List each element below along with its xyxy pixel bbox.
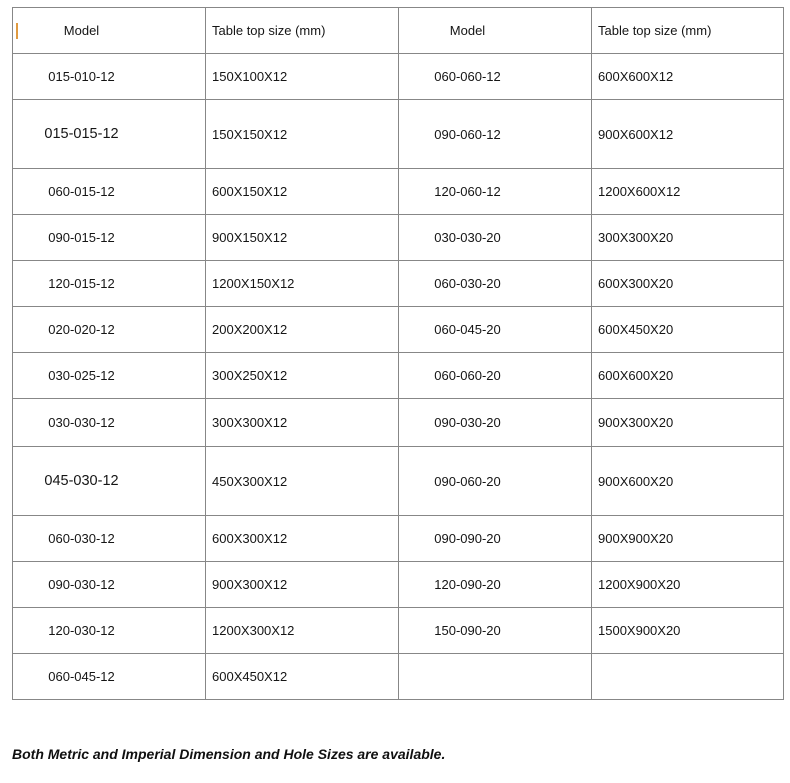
size-cell: 600X450X20	[592, 307, 784, 353]
size-cell: 1200X600X12	[592, 169, 784, 215]
table-row	[13, 516, 784, 562]
model-cell: 150-090-20	[399, 608, 592, 654]
size-cell: 600X300X12	[206, 516, 399, 562]
size-cell: 900X150X12	[206, 215, 399, 261]
size-cell: 900X900X20	[592, 516, 784, 562]
model-cell: 090-060-20	[399, 447, 592, 516]
model-cell: 060-060-12	[399, 54, 592, 100]
column-header-size-2: Table top size (mm)	[592, 8, 784, 54]
size-cell: 450X300X12	[206, 447, 399, 516]
model-cell: 120-090-20	[399, 562, 592, 608]
column-header-model-1	[13, 8, 206, 54]
model-cell: 090-060-12	[399, 100, 592, 169]
text-cursor	[16, 23, 18, 39]
model-cell: 060-045-12	[13, 654, 206, 700]
model-cell: 090-015-12	[13, 215, 206, 261]
model-cell: 090-030-20	[399, 399, 592, 447]
size-cell: 200X200X12	[206, 307, 399, 353]
size-cell: 600X450X12	[206, 654, 399, 700]
size-cell	[592, 654, 784, 700]
size-cell: 600X600X20	[592, 353, 784, 399]
spec-table	[12, 7, 784, 700]
table-row	[13, 215, 784, 261]
size-cell: 1200X150X12	[206, 261, 399, 307]
model-cell: 090-030-12	[13, 562, 206, 608]
model-cell	[399, 654, 592, 700]
size-cell: 300X300X20	[592, 215, 784, 261]
size-cell: 150X150X12	[206, 100, 399, 169]
table-row	[13, 54, 784, 100]
header-row	[13, 8, 784, 54]
size-cell: 300X250X12	[206, 353, 399, 399]
model-cell: 120-030-12	[13, 608, 206, 654]
size-cell: 600X600X12	[592, 54, 784, 100]
model-cell: 060-045-20	[399, 307, 592, 353]
model-cell: 120-015-12	[13, 261, 206, 307]
column-header-model-2: Model	[399, 8, 592, 54]
size-cell: 900X600X20	[592, 447, 784, 516]
model-cell: 030-030-20	[399, 215, 592, 261]
model-cell: 020-020-12	[13, 307, 206, 353]
column-header-size-1: Table top size (mm)	[206, 8, 399, 54]
size-cell: 1200X300X12	[206, 608, 399, 654]
model-cell: 030-025-12	[13, 353, 206, 399]
size-cell: 900X600X12	[592, 100, 784, 169]
footer-note: Both Metric and Imperial Dimension and Hole Sizes are available.	[12, 746, 446, 762]
model-cell: 060-015-12	[13, 169, 206, 215]
table-row	[13, 654, 784, 700]
model-cell: 060-030-20	[399, 261, 592, 307]
model-cell: 060-030-12	[13, 516, 206, 562]
size-cell: 600X300X20	[592, 261, 784, 307]
size-cell: 1500X900X20	[592, 608, 784, 654]
table-row	[13, 307, 784, 353]
size-cell: 900X300X12	[206, 562, 399, 608]
table-row	[13, 399, 784, 447]
model-cell: 015-010-12	[13, 54, 206, 100]
size-cell: 600X150X12	[206, 169, 399, 215]
table-row	[13, 261, 784, 307]
table-row	[13, 353, 784, 399]
table-row	[13, 447, 784, 516]
size-cell: 900X300X20	[592, 399, 784, 447]
table-row	[13, 100, 784, 169]
model-cell: 045-030-12	[13, 447, 206, 516]
column-header-label: Model	[63, 23, 100, 38]
model-cell: 090-090-20	[399, 516, 592, 562]
model-cell: 015-015-12	[13, 100, 206, 169]
size-cell: 150X100X12	[206, 54, 399, 100]
table-row	[13, 169, 784, 215]
size-cell: 300X300X12	[206, 399, 399, 447]
size-cell: 1200X900X20	[592, 562, 784, 608]
model-cell: 060-060-20	[399, 353, 592, 399]
table-row	[13, 562, 784, 608]
table-row	[13, 608, 784, 654]
model-cell: 030-030-12	[13, 399, 206, 447]
model-cell: 120-060-12	[399, 169, 592, 215]
